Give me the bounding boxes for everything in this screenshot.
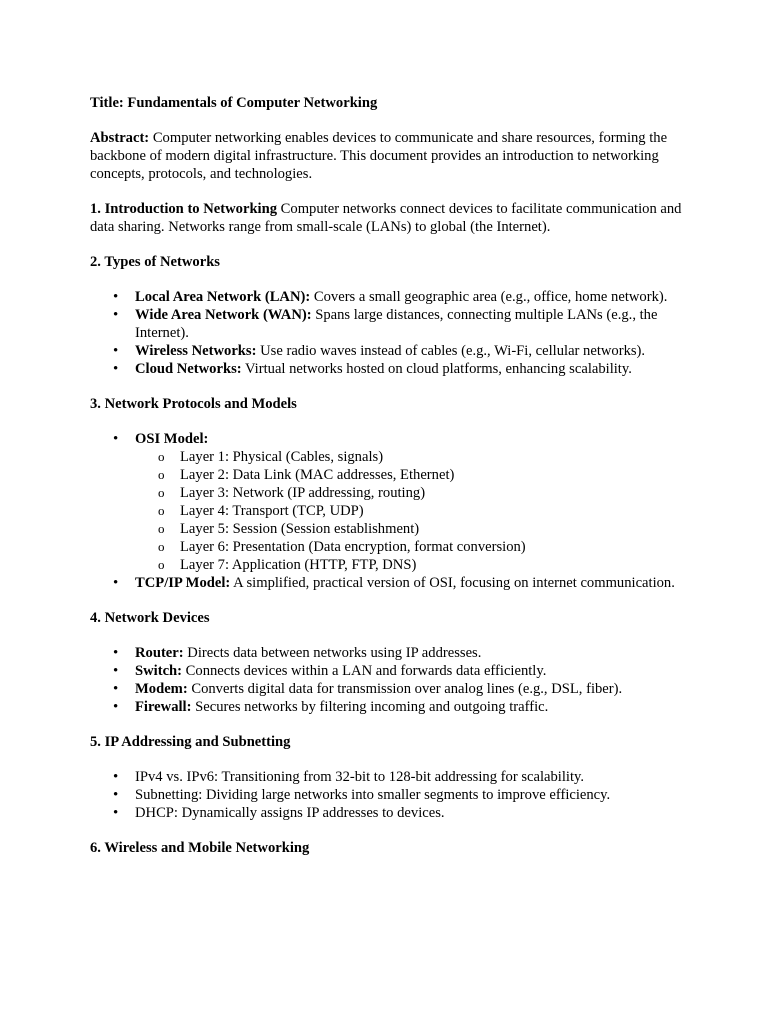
list-item-text: Directs data between networks using IP addresses.: [183, 645, 482, 661]
list-item-text: Virtual networks hosted on cloud platforms, enhancing scalability.: [241, 361, 632, 377]
section-2-heading: 2. Types of Networks: [90, 254, 220, 270]
list-item: [135, 360, 690, 378]
list-item-text: Converts digital data for transmission over analog lines (e.g., DSL, fiber).: [187, 681, 623, 697]
abstract-text: Computer networking enables devices to communicate and share resources, forming the backbone of modern digital infrastructure. This document provides an introduction to networking concepts, protocols, and technologies.: [90, 130, 668, 182]
section-6-heading: 6. Wireless and Mobile Networking: [90, 840, 310, 856]
list-item-label: Wireless Networks:: [135, 343, 257, 359]
section-5-heading: 5. IP Addressing and Subnetting: [90, 734, 291, 750]
document-title: Title: Fundamentals of Computer Networking: [90, 95, 378, 111]
ip-addressing-list: [90, 768, 690, 822]
section-1-paragraph: [90, 200, 690, 236]
list-item: [135, 306, 690, 342]
list-item-label: Wide Area Network (WAN):: [135, 307, 312, 323]
list-item-text: Connects devices within a LAN and forwards data efficiently.: [182, 663, 547, 679]
osi-layer-item: o Layer 3: Network (IP addressing, routing): [180, 484, 690, 502]
list-item-label: Firewall:: [135, 699, 192, 715]
list-item: [135, 644, 690, 662]
list-item-text: Covers a small geographic area (e.g., office, home network).: [310, 289, 668, 305]
list-item-text: Use radio waves instead of cables (e.g., Wi-Fi, cellular networks).: [256, 343, 646, 359]
section-1-heading: 1. Introduction to Networking: [90, 201, 278, 217]
section-4-heading: 4. Network Devices: [90, 610, 210, 626]
list-item-text: Secures networks by filtering incoming and outgoing traffic.: [191, 699, 549, 715]
list-item: [135, 662, 690, 680]
section-3-heading: 3. Network Protocols and Models: [90, 396, 297, 412]
list-item: [135, 288, 690, 306]
document-body: [90, 94, 690, 874]
osi-model-label: OSI Model:: [135, 431, 209, 447]
list-item-label: Switch:: [135, 663, 183, 679]
list-item: • Subnetting: Dividing large networks into smaller segments to improve efficiency.: [135, 786, 690, 804]
osi-layer-item: o Layer 6: Presentation (Data encryption, format conversion): [180, 538, 690, 556]
list-item: • IPv4 vs. IPv6: Transitioning from 32-bit to 128-bit addressing for scalability.: [135, 768, 690, 786]
abstract-paragraph: [90, 129, 690, 183]
tcpip-model-label: TCP/IP Model:: [135, 575, 231, 591]
section-1-text: Computer networks connect devices to facilitate communication and data sharing. Networks range from small-scale (LANs) to global (the Internet).: [90, 201, 682, 235]
osi-layer-item: o Layer 5: Session (Session establishment): [180, 520, 690, 538]
list-item-label: Local Area Network (LAN):: [135, 289, 311, 305]
list-item-label: Cloud Networks:: [135, 361, 242, 377]
osi-layers-list: [135, 448, 690, 574]
network-devices-list: [90, 644, 690, 716]
list-item-text: Spans large distances, connecting multiple LANs (e.g., the Internet).: [135, 307, 658, 341]
osi-layer-item: o Layer 4: Transport (TCP, UDP): [180, 502, 690, 520]
protocols-list: [90, 430, 690, 592]
list-item-label: Modem:: [135, 681, 188, 697]
network-types-list: [90, 288, 690, 378]
list-item: [135, 430, 690, 574]
osi-layer-item: o Layer 1: Physical (Cables, signals): [180, 448, 690, 466]
osi-layer-item: o Layer 7: Application (HTTP, FTP, DNS): [180, 556, 690, 574]
list-item: [135, 574, 690, 592]
list-item: • DHCP: Dynamically assigns IP addresses to devices.: [135, 804, 690, 822]
list-item: [135, 342, 690, 360]
list-item-label: Router:: [135, 645, 184, 661]
tcpip-model-text: A simplified, practical version of OSI, focusing on internet communication.: [230, 575, 675, 591]
list-item: [135, 680, 690, 698]
list-item: [135, 698, 690, 716]
osi-layer-item: o Layer 2: Data Link (MAC addresses, Ethernet): [180, 466, 690, 484]
abstract-label: Abstract:: [90, 130, 150, 146]
